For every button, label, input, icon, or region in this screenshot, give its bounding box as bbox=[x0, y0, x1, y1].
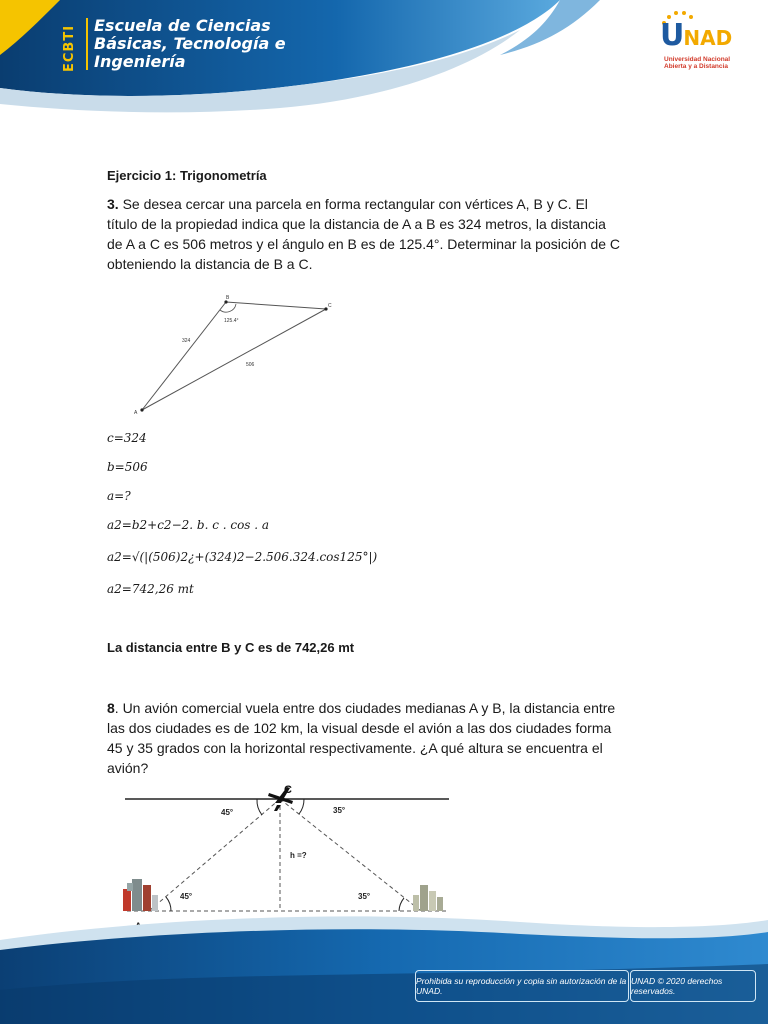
triangle-figure bbox=[130, 292, 340, 422]
math-line: a2=b2+c2−2. b. c . cos . a bbox=[107, 518, 270, 532]
vertex-b-label: B bbox=[226, 295, 230, 301]
vertex-c-label: C bbox=[328, 303, 332, 309]
school-title-line: Básicas, Tecnología e bbox=[94, 34, 286, 53]
math-line: a2=742,26 mt bbox=[107, 582, 194, 596]
math-line: c=324 bbox=[107, 431, 147, 445]
unad-logo bbox=[660, 10, 750, 76]
height-label: h =? bbox=[290, 851, 307, 860]
math-line: a2=√(|(506)2¿+(324)2−2.506.324.cos125°|) bbox=[107, 550, 378, 564]
math-line: b=506 bbox=[107, 460, 148, 474]
footer-wave-background bbox=[0, 900, 768, 1024]
page-footer bbox=[0, 900, 768, 1024]
school-title-line: Escuela de Ciencias bbox=[94, 16, 271, 35]
statement-line: 45 y 35 grados con la horizontal respectivamente. ¿A qué altura se encuentra el bbox=[107, 740, 603, 756]
exercise-number: 8 bbox=[107, 700, 115, 716]
ecbti-side-label: ECBTI bbox=[62, 24, 77, 72]
page-header bbox=[0, 0, 768, 120]
school-title bbox=[94, 17, 286, 71]
footer-copyright: UNAD © 2020 derechos reservados. bbox=[630, 970, 756, 1002]
side-ac-label: 506 bbox=[246, 362, 255, 368]
header-divider bbox=[86, 18, 88, 70]
statement-text: Se desea cercar una parcela en forma rectangular con vértices A, B y C. El bbox=[118, 196, 588, 212]
angle-b-label: 125.4° bbox=[224, 318, 239, 324]
vertex-a-point bbox=[140, 408, 143, 411]
logo-letter-u: U bbox=[660, 18, 684, 53]
unad-subtitle bbox=[664, 56, 730, 70]
logo-letters-nad: NAD bbox=[683, 26, 733, 50]
exercise-number: 3. bbox=[107, 196, 119, 212]
statement-line: título de la propiedad indica que la distancia de A a B es 324 metros, la distancia bbox=[107, 216, 606, 232]
statement-line: obteniendo la distancia de B a C. bbox=[107, 256, 313, 272]
statement-line: de A a C es 506 metros y el ángulo en B es de 125.4°. Determinar la posición de C bbox=[107, 236, 621, 252]
statement-text: . Un avión comercial vuela entre dos ciudades medianas A y B, la distancia entre bbox=[114, 700, 616, 716]
angle-bottom-right-label: 35° bbox=[358, 892, 371, 901]
footer-notice: Prohibida su reproducción y copia sin autorización de la UNAD. bbox=[415, 970, 629, 1002]
unad-subtitle-line: Abierta y a Distancia bbox=[664, 63, 728, 70]
exercise8-statement bbox=[107, 698, 667, 778]
statement-line bbox=[107, 194, 667, 214]
exercise1-heading-block bbox=[107, 166, 667, 186]
side-ab-label: 324 bbox=[182, 338, 191, 344]
statement-line: las dos ciudades es de 102 km, la visual desde el avión a las dos ciudades forma bbox=[107, 720, 612, 736]
statement-line bbox=[107, 698, 667, 718]
unad-wordmark bbox=[660, 18, 732, 53]
vertex-a-label: A bbox=[134, 410, 138, 416]
angle-top-right-label: 35° bbox=[333, 806, 346, 815]
math-line: a=? bbox=[107, 489, 131, 503]
statement-line: avión? bbox=[107, 760, 149, 776]
unad-subtitle-line: Universidad Nacional bbox=[664, 56, 731, 63]
school-title-line: Ingeniería bbox=[94, 52, 186, 71]
exercise-heading: Ejercicio 1: Trigonometría bbox=[107, 168, 267, 183]
exercise3-answer: La distancia entre B y C es de 742,26 mt bbox=[107, 640, 355, 655]
exercise3-statement bbox=[107, 194, 667, 274]
angle-bottom-left-label: 45° bbox=[180, 892, 193, 901]
plane-label: C bbox=[284, 784, 292, 796]
angle-top-left-label: 45° bbox=[221, 808, 234, 817]
